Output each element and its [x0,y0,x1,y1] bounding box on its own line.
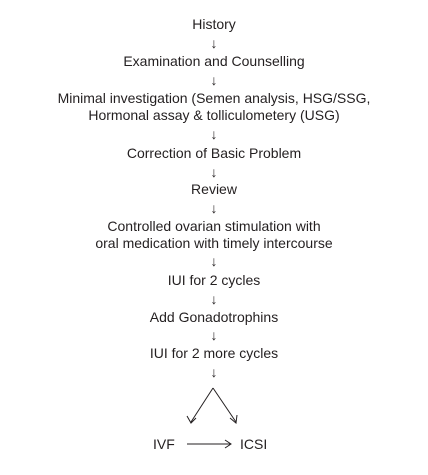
down-arrow-icon: ↓ [210,200,218,216]
outcome-icsi: ICSI [240,436,268,452]
step-correction-label: Correction of Basic Problem [126,145,302,161]
step-investigation-line-1: Minimal investigation (Semen analysis, HSG/SSG, [57,90,371,106]
down-arrow-icon: ↓ [210,327,218,343]
step-ovarian-stimulation-line-1: Controlled ovarian stimulation with [107,218,321,234]
step-investigation-line-2: Hormonal assay & tolliculometery (USG) [88,107,340,123]
down-arrow-icon: ↓ [210,364,218,380]
down-arrow-icon: ↓ [210,253,218,269]
step-gonadotrophins-label: Add Gonadotrophins [149,309,279,325]
step-history-label: History [192,16,236,32]
step-iui-2-cycles-label: IUI for 2 cycles [167,272,261,288]
step-review-label: Review [191,181,237,197]
down-arrow-icon: ↓ [210,72,218,88]
branch-left-line [191,388,213,422]
down-arrow-icon: ↓ [210,291,218,307]
step-examination-label: Examination and Counselling [123,53,305,69]
outcome-ivf: IVF [153,436,175,452]
down-arrow-icon: ↓ [210,35,218,51]
down-arrow-icon: ↓ [210,164,218,180]
branch-right-line [213,388,236,422]
step-ovarian-stimulation-line-2: oral medication with timely intercourse [95,235,333,251]
down-arrow-icon: ↓ [210,126,218,142]
step-iui-2-more-cycles-label: IUI for 2 more cycles [149,345,279,361]
